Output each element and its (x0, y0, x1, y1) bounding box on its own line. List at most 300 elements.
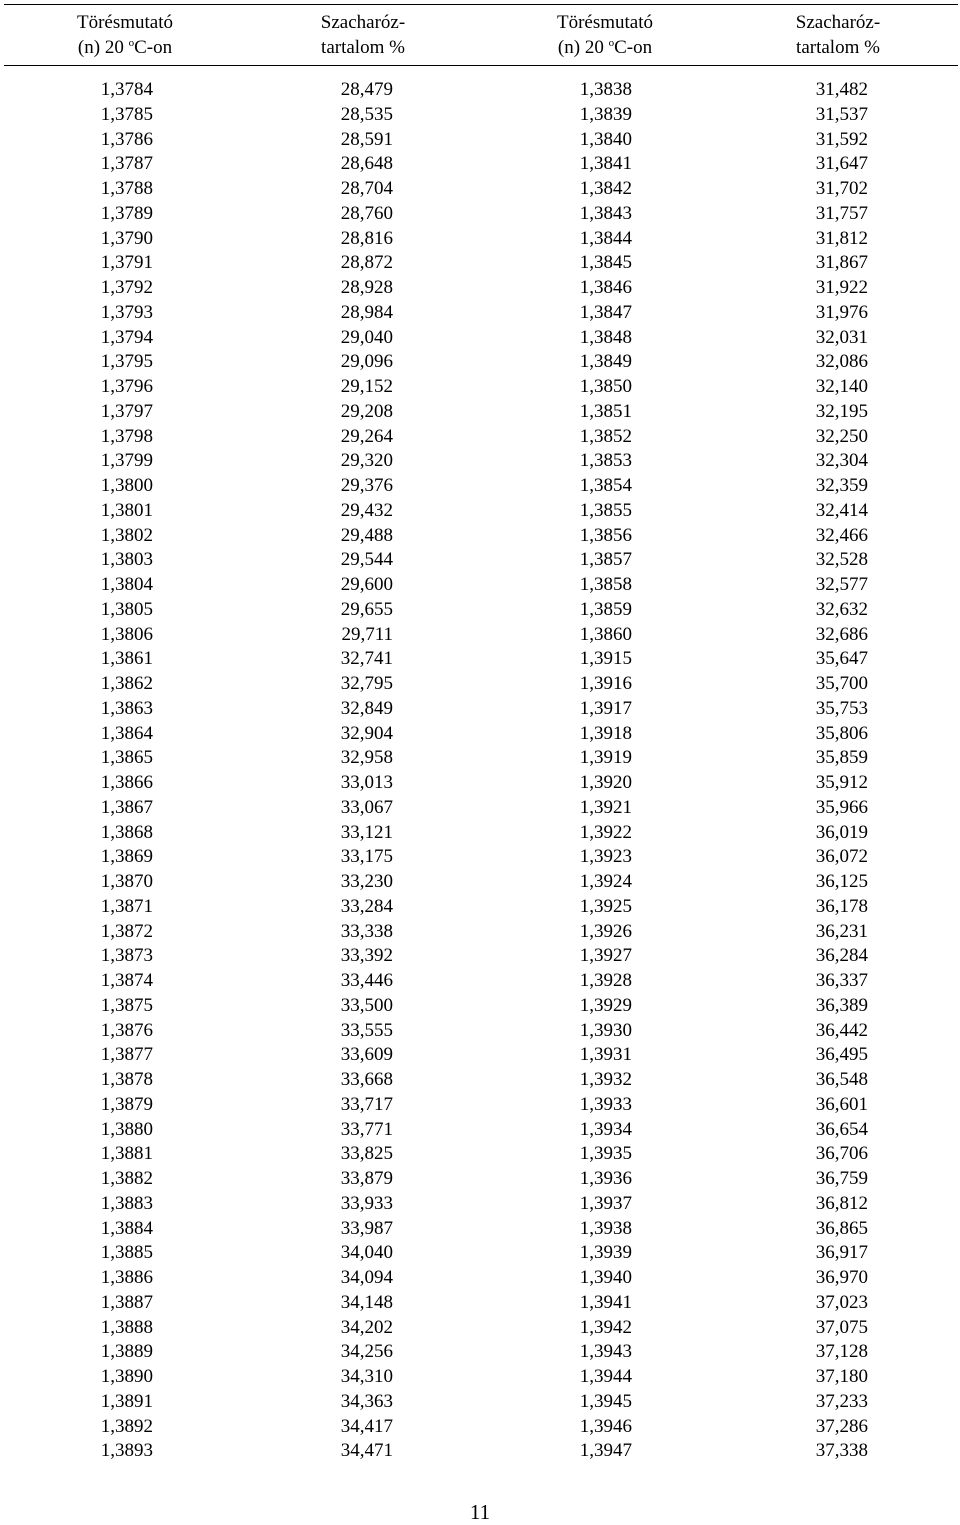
refractive-index-cell: 1,3927 (579, 945, 632, 967)
refractive-index-cell: 1,3936 (579, 1168, 632, 1189)
sucrose-content-cell: 28,535 (340, 103, 393, 125)
sucrose-content-cell: 37,023 (815, 1291, 868, 1313)
table-row (0, 1043, 960, 1068)
header-sublabel: (n) 20 $^o$C-on (77, 37, 173, 58)
table-row (0, 647, 960, 672)
refractive-index-cell: 1,3865 (100, 747, 153, 769)
table-top-rule (4, 4, 958, 5)
sucrose-content-cell: 28,816 (340, 227, 393, 249)
refractive-index-cell: 1,3795 (100, 351, 153, 373)
refractive-index-cell: 1,3874 (100, 970, 153, 991)
row-padding (868, 202, 960, 227)
header-sublabel: (n) 20 $^o$C-on (557, 37, 653, 58)
refractive-index-cell: 1,3840 (579, 128, 632, 150)
row-padding (868, 1019, 960, 1044)
table-row (0, 821, 960, 846)
table-row (0, 1192, 960, 1217)
header-sublabel: tartalom % (321, 37, 405, 58)
refractive-index-cell: 1,3804 (100, 574, 153, 595)
refractive-index-cell: 1,3858 (579, 574, 632, 595)
sucrose-content-cell: 37,128 (815, 1341, 868, 1363)
refractive-index-cell: 1,3869 (100, 846, 153, 868)
refractive-index-cell: 1,3887 (100, 1291, 153, 1313)
table-row (0, 1439, 960, 1464)
row-padding (868, 103, 960, 128)
sucrose-content-cell: 34,256 (340, 1341, 393, 1363)
row-padding (868, 1316, 960, 1341)
refractive-index-cell: 1,3921 (579, 796, 632, 818)
refractive-index-cell: 1,3841 (579, 153, 632, 175)
sucrose-content-cell: 32,140 (815, 376, 868, 397)
row-padding (868, 796, 960, 821)
sucrose-content-cell: 33,717 (340, 1093, 393, 1115)
sucrose-content-cell: 36,759 (815, 1168, 868, 1189)
refractive-index-cell: 1,3944 (579, 1366, 632, 1387)
sucrose-content-cell: 34,202 (340, 1316, 393, 1338)
sucrose-content-cell: 32,577 (815, 574, 868, 595)
refractive-index-cell: 1,3893 (100, 1440, 153, 1462)
sucrose-content-cell: 31,647 (815, 153, 868, 175)
refractive-index-cell: 1,3844 (579, 227, 632, 249)
sucrose-content-cell: 33,879 (340, 1168, 393, 1189)
sucrose-content-cell: 33,825 (340, 1143, 393, 1165)
sucrose-content-cell: 36,495 (815, 1044, 868, 1066)
table-row (0, 1390, 960, 1415)
sucrose-content-cell: 37,075 (815, 1316, 868, 1338)
table-row (0, 1068, 960, 1093)
sucrose-content-cell: 36,231 (815, 920, 868, 942)
sucrose-content-cell: 28,648 (340, 153, 393, 175)
sucrose-content-cell: 29,040 (340, 326, 393, 348)
row-padding (868, 1192, 960, 1217)
table-row (0, 1118, 960, 1143)
page-number: 11 (469, 1500, 491, 1524)
refractive-index-cell: 1,3932 (579, 1069, 632, 1090)
table-row (0, 623, 960, 648)
table-row (0, 1340, 960, 1365)
sucrose-content-cell: 31,757 (815, 202, 868, 224)
header-label: Törésmutató (76, 12, 174, 33)
refractive-index-cell: 1,3850 (579, 376, 632, 397)
refractive-index-cell: 1,3946 (579, 1415, 632, 1437)
table-row (0, 771, 960, 796)
table-row (0, 746, 960, 771)
sucrose-content-cell: 34,040 (340, 1242, 393, 1264)
sucrose-content-cell: 37,233 (815, 1390, 868, 1412)
sucrose-content-cell: 32,741 (340, 648, 393, 670)
refractive-index-cell: 1,3842 (579, 178, 632, 199)
table-row (0, 128, 960, 153)
sucrose-content-cell: 29,376 (340, 475, 393, 496)
refractive-index-cell: 1,3854 (579, 475, 632, 496)
sucrose-content-cell: 37,180 (815, 1366, 868, 1387)
refractive-index-cell: 1,3801 (100, 499, 153, 521)
row-padding (868, 375, 960, 400)
row-padding (868, 969, 960, 994)
header-sucrose-content-2 (765, 10, 911, 60)
sucrose-content-cell: 35,753 (815, 697, 868, 719)
sucrose-content-cell: 29,208 (340, 400, 393, 422)
sucrose-content-cell: 36,284 (815, 945, 868, 967)
header-sublabel: tartalom % (796, 37, 880, 58)
sucrose-content-cell: 28,591 (340, 128, 393, 150)
sucrose-content-cell: 34,148 (340, 1291, 393, 1313)
row-padding (868, 573, 960, 598)
sucrose-content-cell: 29,544 (340, 549, 393, 571)
sucrose-content-cell: 33,175 (340, 846, 393, 868)
sucrose-content-cell: 29,432 (340, 499, 393, 521)
sucrose-content-cell: 36,389 (815, 994, 868, 1016)
refractive-index-cell: 1,3790 (100, 227, 153, 249)
table-row (0, 449, 960, 474)
sucrose-content-cell: 32,795 (340, 673, 393, 694)
table-row (0, 227, 960, 252)
sucrose-content-cell: 28,928 (340, 277, 393, 298)
row-padding (868, 276, 960, 301)
refractive-index-cell: 1,3868 (100, 821, 153, 843)
sucrose-content-cell: 33,230 (340, 871, 393, 892)
sucrose-content-cell: 35,647 (815, 648, 868, 670)
refractive-index-cell: 1,3866 (100, 772, 153, 793)
row-padding (868, 1291, 960, 1316)
refractive-index-cell: 1,3861 (100, 648, 153, 670)
table-row (0, 202, 960, 227)
table-row (0, 1167, 960, 1192)
refractive-index-cell: 1,3926 (579, 920, 632, 942)
table-row (0, 78, 960, 103)
refractive-index-cell: 1,3942 (579, 1316, 632, 1338)
sucrose-content-cell: 35,700 (815, 673, 868, 694)
sucrose-content-cell: 28,760 (340, 202, 393, 224)
sucrose-content-cell: 34,363 (340, 1390, 393, 1412)
header-refractive-index-1 (65, 10, 185, 60)
sucrose-content-cell: 32,250 (815, 425, 868, 447)
table-row (0, 400, 960, 425)
sucrose-content-cell: 33,121 (340, 821, 393, 843)
table-row (0, 845, 960, 870)
refractive-index-cell: 1,3930 (579, 1019, 632, 1041)
sucrose-content-cell: 36,442 (815, 1019, 868, 1041)
sucrose-content-cell: 36,337 (815, 970, 868, 991)
refractive-index-cell: 1,3849 (579, 351, 632, 373)
refractive-index-cell: 1,3792 (100, 277, 153, 298)
refractive-index-cell: 1,3793 (100, 301, 153, 323)
sucrose-content-cell: 36,072 (815, 846, 868, 868)
sucrose-content-cell: 29,600 (340, 574, 393, 595)
row-padding (868, 722, 960, 747)
sucrose-content-cell: 29,655 (340, 598, 393, 620)
sucrose-content-cell: 31,702 (815, 178, 868, 199)
table-row (0, 276, 960, 301)
row-padding (868, 647, 960, 672)
row-padding (868, 1365, 960, 1390)
sucrose-content-cell: 32,904 (340, 722, 393, 744)
row-padding (868, 598, 960, 623)
refractive-index-cell: 1,3891 (100, 1390, 153, 1412)
refractive-index-cell: 1,3919 (579, 747, 632, 769)
refractive-index-table (0, 78, 960, 1464)
refractive-index-cell: 1,3863 (100, 697, 153, 719)
sucrose-content-cell: 34,417 (340, 1415, 393, 1437)
sucrose-content-cell: 29,264 (340, 425, 393, 447)
refractive-index-cell: 1,3933 (579, 1093, 632, 1115)
sucrose-content-cell: 32,466 (815, 524, 868, 546)
refractive-index-cell: 1,3855 (579, 499, 632, 521)
refractive-index-cell: 1,3876 (100, 1019, 153, 1041)
row-padding (868, 78, 960, 103)
sucrose-content-cell: 31,976 (815, 301, 868, 323)
refractive-index-cell: 1,3794 (100, 326, 153, 348)
refractive-index-cell: 1,3788 (100, 178, 153, 199)
refractive-index-cell: 1,3890 (100, 1366, 153, 1387)
table-row (0, 697, 960, 722)
refractive-index-cell: 1,3789 (100, 202, 153, 224)
refractive-index-cell: 1,3880 (100, 1118, 153, 1140)
sucrose-content-cell: 36,706 (815, 1143, 868, 1165)
sucrose-content-cell: 35,966 (815, 796, 868, 818)
refractive-index-cell: 1,3934 (579, 1118, 632, 1140)
sucrose-content-cell: 35,806 (815, 722, 868, 744)
refractive-index-cell: 1,3797 (100, 400, 153, 422)
row-padding (868, 474, 960, 499)
row-padding (868, 1118, 960, 1143)
refractive-index-cell: 1,3862 (100, 673, 153, 694)
sucrose-content-cell: 35,859 (815, 747, 868, 769)
row-padding (868, 128, 960, 153)
refractive-index-cell: 1,3879 (100, 1093, 153, 1115)
refractive-index-cell: 1,3867 (100, 796, 153, 818)
row-padding (868, 1439, 960, 1464)
sucrose-content-cell: 29,320 (340, 450, 393, 472)
row-padding (868, 944, 960, 969)
refractive-index-cell: 1,3787 (100, 153, 153, 175)
refractive-index-cell: 1,3877 (100, 1044, 153, 1066)
refractive-index-cell: 1,3857 (579, 549, 632, 571)
row-padding (868, 1142, 960, 1167)
sucrose-content-cell: 34,310 (340, 1366, 393, 1387)
sucrose-content-cell: 32,195 (815, 400, 868, 422)
sucrose-content-cell: 28,479 (340, 79, 393, 100)
row-padding (868, 152, 960, 177)
refractive-index-cell: 1,3802 (100, 524, 153, 546)
refractive-index-cell: 1,3796 (100, 376, 153, 397)
refractive-index-cell: 1,3892 (100, 1415, 153, 1437)
refractive-index-cell: 1,3786 (100, 128, 153, 150)
refractive-index-cell: 1,3917 (579, 697, 632, 719)
sucrose-content-cell: 33,771 (340, 1118, 393, 1140)
sucrose-content-cell: 32,031 (815, 326, 868, 348)
row-padding (868, 1340, 960, 1365)
row-padding (868, 1167, 960, 1192)
sucrose-content-cell: 32,632 (815, 598, 868, 620)
sucrose-content-cell: 36,601 (815, 1093, 868, 1115)
refractive-index-cell: 1,3935 (579, 1143, 632, 1165)
refractive-index-cell: 1,3846 (579, 277, 632, 298)
refractive-index-cell: 1,3872 (100, 920, 153, 942)
table-row (0, 672, 960, 697)
table-row (0, 350, 960, 375)
refractive-index-cell: 1,3885 (100, 1242, 153, 1264)
table-body (0, 78, 960, 1464)
sucrose-content-cell: 33,933 (340, 1192, 393, 1214)
refractive-index-cell: 1,3839 (579, 103, 632, 125)
table-row (0, 177, 960, 202)
sucrose-content-cell: 31,812 (815, 227, 868, 249)
refractive-index-cell: 1,3931 (579, 1044, 632, 1066)
sucrose-content-cell: 33,392 (340, 945, 393, 967)
table-row (0, 301, 960, 326)
table-row (0, 1019, 960, 1044)
row-padding (868, 1217, 960, 1242)
row-padding (868, 1266, 960, 1291)
refractive-index-cell: 1,3851 (579, 400, 632, 422)
refractive-index-cell: 1,3800 (100, 475, 153, 496)
refractive-index-cell: 1,3847 (579, 301, 632, 323)
refractive-index-cell: 1,3918 (579, 722, 632, 744)
row-padding (868, 1390, 960, 1415)
table-row (0, 152, 960, 177)
header-refractive-index-2 (540, 10, 670, 60)
row-padding (868, 326, 960, 351)
row-padding (868, 821, 960, 846)
refractive-index-cell: 1,3929 (579, 994, 632, 1016)
refractive-index-cell: 1,3916 (579, 673, 632, 694)
sucrose-content-cell: 36,970 (815, 1267, 868, 1288)
sucrose-content-cell: 34,094 (340, 1267, 393, 1288)
refractive-index-cell: 1,3784 (100, 79, 153, 100)
row-padding (868, 425, 960, 450)
sucrose-content-cell: 31,592 (815, 128, 868, 150)
row-padding (868, 1043, 960, 1068)
refractive-index-cell: 1,3870 (100, 871, 153, 892)
row-padding (868, 227, 960, 252)
sucrose-content-cell: 33,987 (340, 1217, 393, 1239)
sucrose-content-cell: 36,917 (815, 1242, 868, 1264)
table-row (0, 1266, 960, 1291)
sucrose-content-cell: 36,812 (815, 1192, 868, 1214)
sucrose-content-cell: 29,152 (340, 376, 393, 397)
refractive-index-cell: 1,3799 (100, 450, 153, 472)
header-label: Törésmutató (556, 12, 654, 33)
refractive-index-cell: 1,3873 (100, 945, 153, 967)
sucrose-content-cell: 36,125 (815, 871, 868, 892)
refractive-index-cell: 1,3871 (100, 895, 153, 917)
row-padding (868, 845, 960, 870)
row-padding (868, 994, 960, 1019)
sucrose-content-cell: 37,338 (815, 1440, 868, 1462)
refractive-index-cell: 1,3856 (579, 524, 632, 546)
row-padding (868, 1415, 960, 1440)
table-row (0, 1142, 960, 1167)
refractive-index-cell: 1,3943 (579, 1341, 632, 1363)
sucrose-content-cell: 32,414 (815, 499, 868, 521)
row-padding (868, 746, 960, 771)
refractive-index-cell: 1,3859 (579, 598, 632, 620)
refractive-index-cell: 1,3860 (579, 623, 632, 645)
sucrose-content-cell: 32,359 (815, 475, 868, 496)
sucrose-content-cell: 33,668 (340, 1069, 393, 1090)
sucrose-content-cell: 31,537 (815, 103, 868, 125)
refractive-index-cell: 1,3875 (100, 994, 153, 1016)
sucrose-content-cell: 33,446 (340, 970, 393, 991)
sucrose-content-cell: 31,922 (815, 277, 868, 298)
refractive-index-cell: 1,3939 (579, 1242, 632, 1264)
refractive-index-cell: 1,3798 (100, 425, 153, 447)
refractive-index-cell: 1,3938 (579, 1217, 632, 1239)
table-row (0, 969, 960, 994)
refractive-index-cell: 1,3853 (579, 450, 632, 472)
refractive-index-cell: 1,3883 (100, 1192, 153, 1214)
refractive-index-cell: 1,3886 (100, 1267, 153, 1288)
table-row (0, 1316, 960, 1341)
sucrose-content-cell: 31,482 (815, 79, 868, 100)
table-row (0, 474, 960, 499)
sucrose-content-cell: 36,178 (815, 895, 868, 917)
table-row (0, 524, 960, 549)
table-row (0, 920, 960, 945)
sucrose-content-cell: 33,555 (340, 1019, 393, 1041)
refractive-index-cell: 1,3845 (579, 252, 632, 274)
sucrose-content-cell: 33,013 (340, 772, 393, 793)
sucrose-content-cell: 33,500 (340, 994, 393, 1016)
row-padding (868, 870, 960, 895)
row-padding (868, 548, 960, 573)
refractive-index-cell: 1,3852 (579, 425, 632, 447)
refractive-index-cell: 1,3924 (579, 871, 632, 892)
row-padding (868, 301, 960, 326)
row-padding (868, 400, 960, 425)
sucrose-content-cell: 29,711 (341, 623, 393, 645)
table-row (0, 944, 960, 969)
table-row (0, 1241, 960, 1266)
row-padding (868, 177, 960, 202)
sucrose-content-cell: 36,865 (815, 1217, 868, 1239)
refractive-index-cell: 1,3925 (579, 895, 632, 917)
row-padding (868, 895, 960, 920)
sucrose-content-cell: 32,849 (340, 697, 393, 719)
refractive-index-cell: 1,3923 (579, 846, 632, 868)
row-padding (868, 1093, 960, 1118)
sucrose-content-cell: 32,528 (815, 549, 868, 571)
sucrose-content-cell: 37,286 (815, 1415, 868, 1437)
sucrose-content-cell: 32,958 (340, 747, 393, 769)
row-padding (868, 1068, 960, 1093)
refractive-index-cell: 1,3922 (579, 821, 632, 843)
sucrose-content-cell: 28,872 (340, 252, 393, 274)
table-row (0, 1365, 960, 1390)
sucrose-content-cell: 36,548 (815, 1069, 868, 1090)
table-row (0, 722, 960, 747)
header-sucrose-content-1 (290, 10, 436, 60)
sucrose-content-cell: 32,086 (815, 351, 868, 373)
refractive-index-cell: 1,3838 (579, 79, 632, 100)
refractive-index-cell: 1,3884 (100, 1217, 153, 1239)
row-padding (868, 524, 960, 549)
refractive-index-cell: 1,3864 (100, 722, 153, 744)
table-row (0, 895, 960, 920)
row-padding (868, 251, 960, 276)
table-row (0, 251, 960, 276)
header-label: Szacharóz- (795, 12, 881, 33)
row-padding (868, 920, 960, 945)
table-row (0, 425, 960, 450)
sucrose-content-cell: 31,867 (815, 252, 868, 274)
sucrose-content-cell: 32,304 (815, 450, 868, 472)
table-row (0, 796, 960, 821)
refractive-index-cell: 1,3805 (100, 598, 153, 620)
table-row (0, 598, 960, 623)
table-row (0, 326, 960, 351)
